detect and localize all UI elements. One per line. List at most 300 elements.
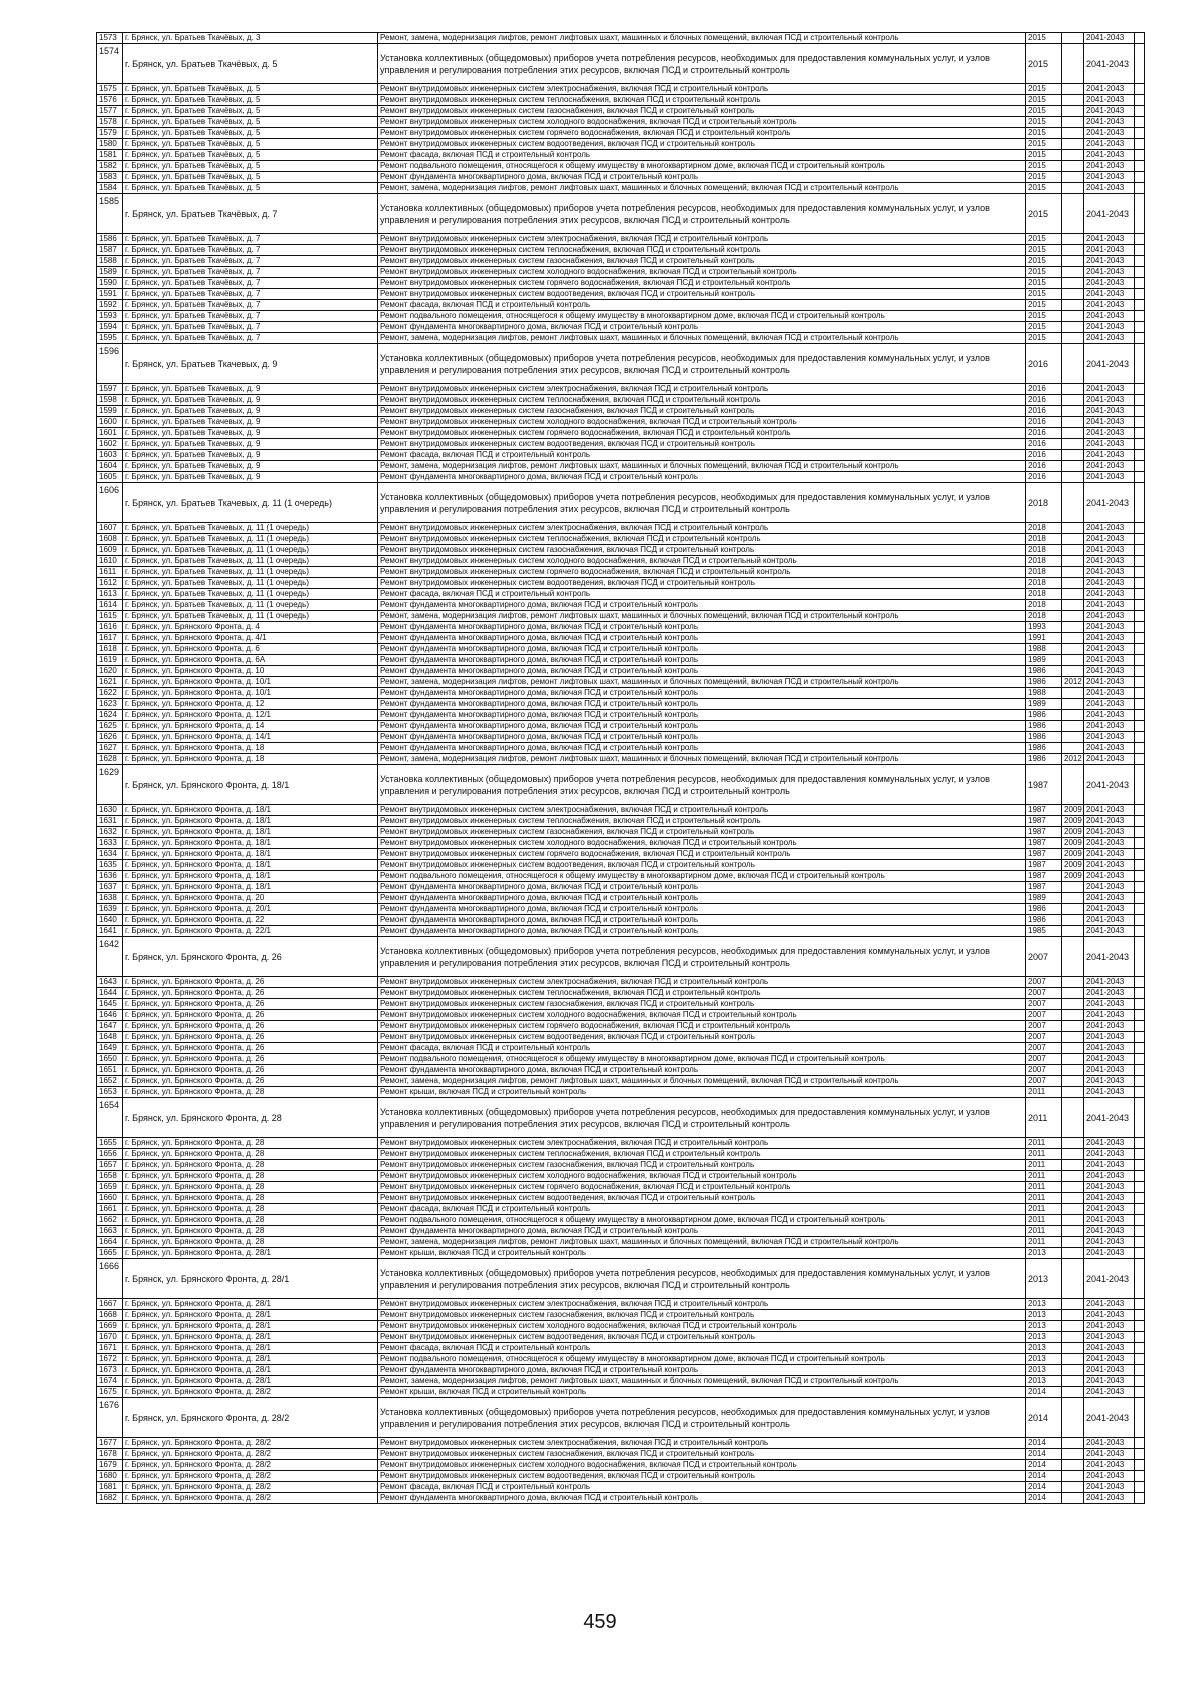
row-commission-year: 1987 bbox=[1026, 860, 1062, 871]
row-overhaul-year bbox=[1062, 710, 1084, 721]
row-empty-cell bbox=[1135, 395, 1145, 406]
row-planned-period: 2041-2043 bbox=[1084, 1054, 1135, 1065]
row-number: 1682 bbox=[97, 1493, 123, 1504]
row-overhaul-year bbox=[1062, 245, 1084, 256]
row-number: 1612 bbox=[97, 578, 123, 589]
table-row bbox=[97, 937, 1145, 977]
row-commission-year: 2014 bbox=[1026, 1482, 1062, 1493]
row-planned-period: 2041-2043 bbox=[1084, 926, 1135, 937]
table-row bbox=[97, 1149, 1145, 1160]
row-address: г. Брянск, ул. Брянского Фронта, д. 18/1 bbox=[123, 838, 378, 849]
row-work-type: Ремонт, замена, модернизация лифтов, ремонт лифтовых шахт, машинных и блочных помещений, включая ПСД и строительный контроль bbox=[378, 611, 1026, 622]
row-commission-year: 2011 bbox=[1026, 1204, 1062, 1215]
row-work-type: Ремонт внутридомовых инженерных систем горячего водоснабжения, включая ПСД и строительный контроль bbox=[378, 849, 1026, 860]
row-empty-cell bbox=[1135, 344, 1145, 384]
row-empty-cell bbox=[1135, 278, 1145, 289]
row-address: г. Брянск, ул. Брянского Фронта, д. 26 bbox=[123, 1065, 378, 1076]
row-work-type: Ремонт фасада, включая ПСД и строительный контроль bbox=[378, 450, 1026, 461]
row-work-type: Ремонт фундамента многоквартирного дома, включая ПСД и строительный контроль bbox=[378, 893, 1026, 904]
row-empty-cell bbox=[1135, 245, 1145, 256]
row-overhaul-year bbox=[1062, 1398, 1084, 1438]
row-work-type: Ремонт, замена, модернизация лифтов, ремонт лифтовых шахт, машинных и блочных помещений, включая ПСД и строительный контроль bbox=[378, 1376, 1026, 1387]
row-overhaul-year bbox=[1062, 1259, 1084, 1299]
row-planned-period: 2041-2043 bbox=[1084, 1032, 1135, 1043]
row-work-type: Ремонт внутридомовых инженерных систем теплоснабжения, включая ПСД и строительный контроль bbox=[378, 988, 1026, 999]
row-address: г. Брянск, ул. Брянского Фронта, д. 18 bbox=[123, 743, 378, 754]
row-planned-period: 2041-2043 bbox=[1084, 1043, 1135, 1054]
row-overhaul-year bbox=[1062, 1482, 1084, 1493]
table-row bbox=[97, 300, 1145, 311]
row-commission-year: 2013 bbox=[1026, 1376, 1062, 1387]
row-address: г. Брянск, ул. Братьев Ткачевых, д. 11 (1 очередь) bbox=[123, 483, 378, 523]
row-work-type: Ремонт, замена, модернизация лифтов, ремонт лифтовых шахт, машинных и блочных помещений, включая ПСД и строительный контроль bbox=[378, 461, 1026, 472]
row-address: г. Брянск, ул. Брянского Фронта, д. 28/2 bbox=[123, 1471, 378, 1482]
row-commission-year: 2013 bbox=[1026, 1310, 1062, 1321]
row-number: 1629 bbox=[97, 765, 123, 805]
table-row bbox=[97, 977, 1145, 988]
row-commission-year: 2015 bbox=[1026, 106, 1062, 117]
table-row bbox=[97, 1138, 1145, 1149]
row-number: 1591 bbox=[97, 289, 123, 300]
row-commission-year: 2014 bbox=[1026, 1471, 1062, 1482]
row-planned-period: 2041-2043 bbox=[1084, 1076, 1135, 1087]
row-work-type: Ремонт внутридомовых инженерных систем холодного водоснабжения, включая ПСД и строительный контроль bbox=[378, 117, 1026, 128]
row-empty-cell bbox=[1135, 95, 1145, 106]
table-row bbox=[97, 1087, 1145, 1098]
row-commission-year: 1991 bbox=[1026, 633, 1062, 644]
row-commission-year: 2013 bbox=[1026, 1259, 1062, 1299]
table-row bbox=[97, 567, 1145, 578]
table-row bbox=[97, 106, 1145, 117]
row-address: г. Брянск, ул. Брянского Фронта, д. 4 bbox=[123, 622, 378, 633]
row-commission-year: 2015 bbox=[1026, 84, 1062, 95]
row-empty-cell bbox=[1135, 871, 1145, 882]
row-work-type: Ремонт фундамента многоквартирного дома, включая ПСД и строительный контроль bbox=[378, 655, 1026, 666]
row-overhaul-year: 2012 bbox=[1062, 677, 1084, 688]
row-empty-cell bbox=[1135, 904, 1145, 915]
row-empty-cell bbox=[1135, 611, 1145, 622]
row-work-type: Ремонт внутридомовых инженерных систем водоотведения, включая ПСД и строительный контроль bbox=[378, 860, 1026, 871]
row-number: 1656 bbox=[97, 1149, 123, 1160]
table-row bbox=[97, 1460, 1145, 1471]
row-planned-period: 2041-2043 bbox=[1084, 1160, 1135, 1171]
row-commission-year: 2016 bbox=[1026, 406, 1062, 417]
row-address: г. Брянск, ул. Братьев Ткачёвых, д. 5 bbox=[123, 172, 378, 183]
row-address: г. Брянск, ул. Братьев Ткачевых, д. 11 (1 очередь) bbox=[123, 556, 378, 567]
row-work-type: Ремонт внутридомовых инженерных систем водоотведения, включая ПСД и строительный контроль bbox=[378, 1332, 1026, 1343]
row-overhaul-year bbox=[1062, 1343, 1084, 1354]
row-address: г. Брянск, ул. Брянского Фронта, д. 18/1 bbox=[123, 816, 378, 827]
row-planned-period: 2041-2043 bbox=[1084, 1193, 1135, 1204]
row-work-type: Ремонт фундамента многоквартирного дома, включая ПСД и строительный контроль bbox=[378, 644, 1026, 655]
row-work-type: Ремонт фундамента многоквартирного дома, включая ПСД и строительный контроль bbox=[378, 666, 1026, 677]
row-address: г. Брянск, ул. Брянского Фронта, д. 14 bbox=[123, 721, 378, 732]
row-work-type: Ремонт внутридомовых инженерных систем электроснабжения, включая ПСД и строительный контроль bbox=[378, 805, 1026, 816]
row-empty-cell bbox=[1135, 183, 1145, 194]
row-empty-cell bbox=[1135, 732, 1145, 743]
table-row bbox=[97, 439, 1145, 450]
row-number: 1658 bbox=[97, 1171, 123, 1182]
row-planned-period: 2041-2043 bbox=[1084, 644, 1135, 655]
row-commission-year: 2015 bbox=[1026, 194, 1062, 234]
row-commission-year: 2011 bbox=[1026, 1215, 1062, 1226]
row-empty-cell bbox=[1135, 33, 1145, 44]
row-number: 1679 bbox=[97, 1460, 123, 1471]
row-address: г. Брянск, ул. Брянского Фронта, д. 28/1 bbox=[123, 1332, 378, 1343]
row-overhaul-year bbox=[1062, 1160, 1084, 1171]
row-planned-period: 2041-2043 bbox=[1084, 172, 1135, 183]
table-row bbox=[97, 1332, 1145, 1343]
row-work-type: Ремонт, замена, модернизация лифтов, ремонт лифтовых шахт, машинных и блочных помещений, включая ПСД и строительный контроль bbox=[378, 1237, 1026, 1248]
row-commission-year: 2015 bbox=[1026, 117, 1062, 128]
row-planned-period: 2041-2043 bbox=[1084, 871, 1135, 882]
row-commission-year: 2015 bbox=[1026, 289, 1062, 300]
row-work-type: Ремонт внутридомовых инженерных систем теплоснабжения, включая ПСД и строительный контроль bbox=[378, 95, 1026, 106]
row-work-type: Ремонт фасада, включая ПСД и строительный контроль bbox=[378, 300, 1026, 311]
row-commission-year: 2007 bbox=[1026, 977, 1062, 988]
row-commission-year: 2011 bbox=[1026, 1149, 1062, 1160]
row-address: г. Брянск, ул. Братьев Ткачевых, д. 9 bbox=[123, 428, 378, 439]
row-empty-cell bbox=[1135, 622, 1145, 633]
row-planned-period: 2041-2043 bbox=[1084, 1021, 1135, 1032]
row-number: 1579 bbox=[97, 128, 123, 139]
row-overhaul-year bbox=[1062, 893, 1084, 904]
row-address: г. Брянск, ул. Брянского Фронта, д. 10/1 bbox=[123, 677, 378, 688]
row-planned-period: 2041-2043 bbox=[1084, 417, 1135, 428]
row-work-type: Ремонт внутридомовых инженерных систем холодного водоснабжения, включая ПСД и строительный контроль bbox=[378, 1460, 1026, 1471]
row-work-type: Ремонт внутридомовых инженерных систем горячего водоснабжения, включая ПСД и строительный контроль bbox=[378, 428, 1026, 439]
row-work-type: Ремонт фундамента многоквартирного дома, включая ПСД и строительный контроль bbox=[378, 1365, 1026, 1376]
row-work-type: Ремонт подвального помещения, относящегося к общему имуществу в многоквартирном доме, включая ПСД и строительный контроль bbox=[378, 871, 1026, 882]
row-overhaul-year bbox=[1062, 1182, 1084, 1193]
table-row bbox=[97, 644, 1145, 655]
row-empty-cell bbox=[1135, 483, 1145, 523]
row-work-type: Ремонт внутридомовых инженерных систем горячего водоснабжения, включая ПСД и строительный контроль bbox=[378, 567, 1026, 578]
row-empty-cell bbox=[1135, 128, 1145, 139]
row-planned-period: 2041-2043 bbox=[1084, 1237, 1135, 1248]
row-commission-year: 1986 bbox=[1026, 915, 1062, 926]
row-address: г. Брянск, ул. Брянского Фронта, д. 28/1 bbox=[123, 1259, 378, 1299]
row-planned-period: 2041-2043 bbox=[1084, 1204, 1135, 1215]
table-row bbox=[97, 915, 1145, 926]
row-planned-period: 2041-2043 bbox=[1084, 84, 1135, 95]
row-work-type: Ремонт подвального помещения, относящегося к общему имуществу в многоквартирном доме, включая ПСД и строительный контроль bbox=[378, 1354, 1026, 1365]
table-row bbox=[97, 1065, 1145, 1076]
row-number: 1664 bbox=[97, 1237, 123, 1248]
table-row bbox=[97, 545, 1145, 556]
row-address: г. Брянск, ул. Братьев Ткачёвых, д. 5 bbox=[123, 139, 378, 150]
row-empty-cell bbox=[1135, 882, 1145, 893]
table-row bbox=[97, 677, 1145, 688]
row-overhaul-year bbox=[1062, 278, 1084, 289]
row-empty-cell bbox=[1135, 106, 1145, 117]
row-empty-cell bbox=[1135, 1032, 1145, 1043]
row-number: 1584 bbox=[97, 183, 123, 194]
row-address: г. Брянск, ул. Брянского Фронта, д. 28 bbox=[123, 1087, 378, 1098]
row-overhaul-year bbox=[1062, 428, 1084, 439]
row-address: г. Брянск, ул. Брянского Фронта, д. 18/1 bbox=[123, 860, 378, 871]
row-overhaul-year bbox=[1062, 183, 1084, 194]
row-number: 1613 bbox=[97, 589, 123, 600]
row-work-type: Ремонт фасада, включая ПСД и строительный контроль bbox=[378, 1343, 1026, 1354]
row-planned-period: 2041-2043 bbox=[1084, 256, 1135, 267]
table-row bbox=[97, 1182, 1145, 1193]
row-empty-cell bbox=[1135, 534, 1145, 545]
row-planned-period: 2041-2043 bbox=[1084, 545, 1135, 556]
row-number: 1623 bbox=[97, 699, 123, 710]
row-number: 1671 bbox=[97, 1343, 123, 1354]
row-overhaul-year bbox=[1062, 1076, 1084, 1087]
row-planned-period: 2041-2043 bbox=[1084, 234, 1135, 245]
table-row bbox=[97, 655, 1145, 666]
row-overhaul-year bbox=[1062, 344, 1084, 384]
row-empty-cell bbox=[1135, 578, 1145, 589]
row-planned-period: 2041-2043 bbox=[1084, 721, 1135, 732]
row-commission-year: 1986 bbox=[1026, 743, 1062, 754]
row-commission-year: 2011 bbox=[1026, 1237, 1062, 1248]
row-address: г. Брянск, ул. Брянского Фронта, д. 10/1 bbox=[123, 688, 378, 699]
row-commission-year: 2013 bbox=[1026, 1299, 1062, 1310]
row-empty-cell bbox=[1135, 461, 1145, 472]
row-work-type: Ремонт подвального помещения, относящегося к общему имуществу в многоквартирном доме, включая ПСД и строительный контроль bbox=[378, 311, 1026, 322]
row-planned-period: 2041-2043 bbox=[1084, 1215, 1135, 1226]
row-work-type: Ремонт внутридомовых инженерных систем водоотведения, включая ПСД и строительный контроль bbox=[378, 578, 1026, 589]
row-number: 1640 bbox=[97, 915, 123, 926]
row-empty-cell bbox=[1135, 1332, 1145, 1343]
row-commission-year: 2007 bbox=[1026, 1010, 1062, 1021]
row-empty-cell bbox=[1135, 699, 1145, 710]
row-work-type: Ремонт фасада, включая ПСД и строительный контроль bbox=[378, 1204, 1026, 1215]
row-commission-year: 2011 bbox=[1026, 1171, 1062, 1182]
row-work-type: Ремонт, замена, модернизация лифтов, ремонт лифтовых шахт, машинных и блочных помещений, включая ПСД и строительный контроль bbox=[378, 333, 1026, 344]
row-work-type: Ремонт фундамента многоквартирного дома, включая ПСД и строительный контроль bbox=[378, 688, 1026, 699]
row-overhaul-year bbox=[1062, 1387, 1084, 1398]
row-address: г. Брянск, ул. Брянского Фронта, д. 26 bbox=[123, 1032, 378, 1043]
row-planned-period: 2041-2043 bbox=[1084, 1449, 1135, 1460]
row-number: 1652 bbox=[97, 1076, 123, 1087]
row-address: г. Брянск, ул. Братьев Ткачёвых, д. 7 bbox=[123, 267, 378, 278]
row-work-type: Ремонт, замена, модернизация лифтов, ремонт лифтовых шахт, машинных и блочных помещений, включая ПСД и строительный контроль bbox=[378, 754, 1026, 765]
row-number: 1643 bbox=[97, 977, 123, 988]
row-work-type: Ремонт крыши, включая ПСД и строительный контроль bbox=[378, 1387, 1026, 1398]
row-planned-period: 2041-2043 bbox=[1084, 988, 1135, 999]
row-overhaul-year bbox=[1062, 1310, 1084, 1321]
row-number: 1674 bbox=[97, 1376, 123, 1387]
row-number: 1607 bbox=[97, 523, 123, 534]
row-empty-cell bbox=[1135, 428, 1145, 439]
row-address: г. Брянск, ул. Братьев Ткачёвых, д. 7 bbox=[123, 234, 378, 245]
row-commission-year: 2015 bbox=[1026, 139, 1062, 150]
row-empty-cell bbox=[1135, 472, 1145, 483]
row-planned-period: 2041-2043 bbox=[1084, 1438, 1135, 1449]
row-commission-year: 2015 bbox=[1026, 256, 1062, 267]
row-empty-cell bbox=[1135, 1259, 1145, 1299]
row-work-type: Ремонт внутридомовых инженерных систем холодного водоснабжения, включая ПСД и строительный контроль bbox=[378, 1321, 1026, 1332]
row-commission-year: 2015 bbox=[1026, 161, 1062, 172]
row-address: г. Брянск, ул. Братьев Ткачевых, д. 11 (1 очередь) bbox=[123, 545, 378, 556]
row-overhaul-year bbox=[1062, 106, 1084, 117]
row-address: г. Брянск, ул. Брянского Фронта, д. 28 bbox=[123, 1098, 378, 1138]
row-overhaul-year bbox=[1062, 472, 1084, 483]
row-work-type: Ремонт внутридомовых инженерных систем водоотведения, включая ПСД и строительный контроль bbox=[378, 439, 1026, 450]
row-commission-year: 2018 bbox=[1026, 483, 1062, 523]
row-number: 1651 bbox=[97, 1065, 123, 1076]
row-work-type: Ремонт фундамента многоквартирного дома, включая ПСД и строительный контроль bbox=[378, 1226, 1026, 1237]
row-commission-year: 1987 bbox=[1026, 765, 1062, 805]
row-work-type: Установка коллективных (общедомовых) приборов учета потребления ресурсов, необходимых для предоставления коммунальных услуг, и узлов управления и регулирования потребления этих ресурсов, включая ПСД и строительный контроль bbox=[378, 1259, 1026, 1299]
table-row bbox=[97, 1321, 1145, 1332]
row-commission-year: 1986 bbox=[1026, 677, 1062, 688]
row-planned-period: 2041-2043 bbox=[1084, 117, 1135, 128]
table-body bbox=[97, 33, 1145, 1504]
row-overhaul-year bbox=[1062, 655, 1084, 666]
row-commission-year: 2018 bbox=[1026, 600, 1062, 611]
row-commission-year: 2014 bbox=[1026, 1398, 1062, 1438]
row-commission-year: 1987 bbox=[1026, 816, 1062, 827]
row-planned-period: 2041-2043 bbox=[1084, 1171, 1135, 1182]
row-empty-cell bbox=[1135, 1449, 1145, 1460]
row-address: г. Брянск, ул. Брянского Фронта, д. 28/2 bbox=[123, 1493, 378, 1504]
row-overhaul-year bbox=[1062, 300, 1084, 311]
row-work-type: Ремонт, замена, модернизация лифтов, ремонт лифтовых шахт, машинных и блочных помещений, включая ПСД и строительный контроль bbox=[378, 1076, 1026, 1087]
row-empty-cell bbox=[1135, 333, 1145, 344]
row-number: 1628 bbox=[97, 754, 123, 765]
row-overhaul-year bbox=[1062, 439, 1084, 450]
row-planned-period: 2041-2043 bbox=[1084, 915, 1135, 926]
row-planned-period: 2041-2043 bbox=[1084, 1493, 1135, 1504]
row-empty-cell bbox=[1135, 688, 1145, 699]
row-number: 1681 bbox=[97, 1482, 123, 1493]
row-commission-year: 1987 bbox=[1026, 882, 1062, 893]
row-planned-period: 2041-2043 bbox=[1084, 1299, 1135, 1310]
row-number: 1647 bbox=[97, 1021, 123, 1032]
row-overhaul-year bbox=[1062, 611, 1084, 622]
row-empty-cell bbox=[1135, 1204, 1145, 1215]
row-commission-year: 2011 bbox=[1026, 1193, 1062, 1204]
row-overhaul-year bbox=[1062, 622, 1084, 633]
table-row bbox=[97, 234, 1145, 245]
row-planned-period: 2041-2043 bbox=[1084, 937, 1135, 977]
row-commission-year: 2011 bbox=[1026, 1182, 1062, 1193]
row-overhaul-year bbox=[1062, 1226, 1084, 1237]
row-overhaul-year bbox=[1062, 1471, 1084, 1482]
row-planned-period: 2041-2043 bbox=[1084, 333, 1135, 344]
row-overhaul-year bbox=[1062, 1065, 1084, 1076]
row-address: г. Брянск, ул. Братьев Ткачевых, д. 9 bbox=[123, 461, 378, 472]
row-work-type: Установка коллективных (общедомовых) приборов учета потребления ресурсов, необходимых для предоставления коммунальных услуг, и узлов управления и регулирования потребления этих ресурсов, включая ПСД и строительный контроль bbox=[378, 937, 1026, 977]
row-work-type: Ремонт внутридомовых инженерных систем горячего водоснабжения, включая ПСД и строительный контроль bbox=[378, 278, 1026, 289]
table-row bbox=[97, 849, 1145, 860]
row-commission-year: 1987 bbox=[1026, 871, 1062, 882]
row-empty-cell bbox=[1135, 721, 1145, 732]
row-number: 1670 bbox=[97, 1332, 123, 1343]
row-empty-cell bbox=[1135, 1376, 1145, 1387]
row-address: г. Брянск, ул. Брянского Фронта, д. 22/1 bbox=[123, 926, 378, 937]
row-commission-year: 2011 bbox=[1026, 1098, 1062, 1138]
row-planned-period: 2041-2043 bbox=[1084, 395, 1135, 406]
row-work-type: Ремонт фундамента многоквартирного дома, включая ПСД и строительный контроль bbox=[378, 322, 1026, 333]
row-overhaul-year bbox=[1062, 1438, 1084, 1449]
row-overhaul-year bbox=[1062, 1248, 1084, 1259]
table-row bbox=[97, 1354, 1145, 1365]
row-number: 1618 bbox=[97, 644, 123, 655]
row-commission-year: 1989 bbox=[1026, 893, 1062, 904]
row-commission-year: 2016 bbox=[1026, 395, 1062, 406]
row-overhaul-year bbox=[1062, 578, 1084, 589]
row-commission-year: 2014 bbox=[1026, 1449, 1062, 1460]
row-empty-cell bbox=[1135, 1471, 1145, 1482]
row-work-type: Ремонт фундамента многоквартирного дома, включая ПСД и строительный контроль bbox=[378, 699, 1026, 710]
row-number: 1577 bbox=[97, 106, 123, 117]
row-overhaul-year bbox=[1062, 1354, 1084, 1365]
row-number: 1592 bbox=[97, 300, 123, 311]
row-empty-cell bbox=[1135, 827, 1145, 838]
row-number: 1648 bbox=[97, 1032, 123, 1043]
row-planned-period: 2041-2043 bbox=[1084, 977, 1135, 988]
row-work-type: Ремонт внутридомовых инженерных систем теплоснабжения, включая ПСД и строительный контроль bbox=[378, 395, 1026, 406]
row-number: 1666 bbox=[97, 1259, 123, 1299]
row-work-type: Ремонт внутридомовых инженерных систем электроснабжения, включая ПСД и строительный контроль bbox=[378, 84, 1026, 95]
row-overhaul-year bbox=[1062, 1149, 1084, 1160]
row-overhaul-year bbox=[1062, 1215, 1084, 1226]
row-number: 1646 bbox=[97, 1010, 123, 1021]
row-number: 1594 bbox=[97, 322, 123, 333]
row-overhaul-year bbox=[1062, 194, 1084, 234]
table-row bbox=[97, 1493, 1145, 1504]
table-row bbox=[97, 1438, 1145, 1449]
row-address: г. Брянск, ул. Брянского Фронта, д. 28/1 bbox=[123, 1310, 378, 1321]
row-planned-period: 2041-2043 bbox=[1084, 428, 1135, 439]
row-work-type: Ремонт подвального помещения, относящегося к общему имуществу в многоквартирном доме, включая ПСД и строительный контроль bbox=[378, 1215, 1026, 1226]
table-row bbox=[97, 95, 1145, 106]
row-planned-period: 2041-2043 bbox=[1084, 95, 1135, 106]
row-work-type: Ремонт фундамента многоквартирного дома, включая ПСД и строительный контроль bbox=[378, 926, 1026, 937]
row-address: г. Брянск, ул. Братьев Ткачёвых, д. 7 bbox=[123, 333, 378, 344]
row-address: г. Брянск, ул. Брянского Фронта, д. 28/2 bbox=[123, 1398, 378, 1438]
row-work-type: Ремонт внутридомовых инженерных систем водоотведения, включая ПСД и строительный контроль bbox=[378, 1032, 1026, 1043]
row-number: 1630 bbox=[97, 805, 123, 816]
row-address: г. Брянск, ул. Брянского Фронта, д. 28 bbox=[123, 1182, 378, 1193]
row-address: г. Брянск, ул. Брянского Фронта, д. 18 bbox=[123, 754, 378, 765]
row-number: 1641 bbox=[97, 926, 123, 937]
row-commission-year: 2018 bbox=[1026, 578, 1062, 589]
row-address: г. Брянск, ул. Брянского Фронта, д. 6А bbox=[123, 655, 378, 666]
table-row bbox=[97, 1482, 1145, 1493]
row-address: г. Брянск, ул. Брянского Фронта, д. 26 bbox=[123, 937, 378, 977]
row-empty-cell bbox=[1135, 545, 1145, 556]
row-empty-cell bbox=[1135, 838, 1145, 849]
row-work-type: Ремонт внутридомовых инженерных систем горячего водоснабжения, включая ПСД и строительный контроль bbox=[378, 128, 1026, 139]
row-work-type: Установка коллективных (общедомовых) приборов учета потребления ресурсов, необходимых для предоставления коммунальных услуг, и узлов управления и регулирования потребления этих ресурсов, включая ПСД и строительный контроль bbox=[378, 44, 1026, 84]
row-work-type: Ремонт внутридомовых инженерных систем газоснабжения, включая ПСД и строительный контроль bbox=[378, 1449, 1026, 1460]
row-address: г. Брянск, ул. Брянского Фронта, д. 26 bbox=[123, 1043, 378, 1054]
row-work-type: Ремонт подвального помещения, относящегося к общему имуществу в многоквартирном доме, включая ПСД и строительный контроль bbox=[378, 161, 1026, 172]
row-planned-period: 2041-2043 bbox=[1084, 245, 1135, 256]
row-empty-cell bbox=[1135, 1076, 1145, 1087]
row-number: 1633 bbox=[97, 838, 123, 849]
row-overhaul-year bbox=[1062, 95, 1084, 106]
row-number: 1668 bbox=[97, 1310, 123, 1321]
row-commission-year: 1986 bbox=[1026, 904, 1062, 915]
row-address: г. Брянск, ул. Братьев Ткачёвых, д. 5 bbox=[123, 150, 378, 161]
row-number: 1585 bbox=[97, 194, 123, 234]
row-empty-cell bbox=[1135, 915, 1145, 926]
row-overhaul-year: 2009 bbox=[1062, 860, 1084, 871]
row-empty-cell bbox=[1135, 1299, 1145, 1310]
row-overhaul-year bbox=[1062, 1138, 1084, 1149]
row-address: г. Брянск, ул. Брянского Фронта, д. 28/2 bbox=[123, 1387, 378, 1398]
row-address: г. Брянск, ул. Братьев Ткачевых, д. 11 (1 очередь) bbox=[123, 567, 378, 578]
